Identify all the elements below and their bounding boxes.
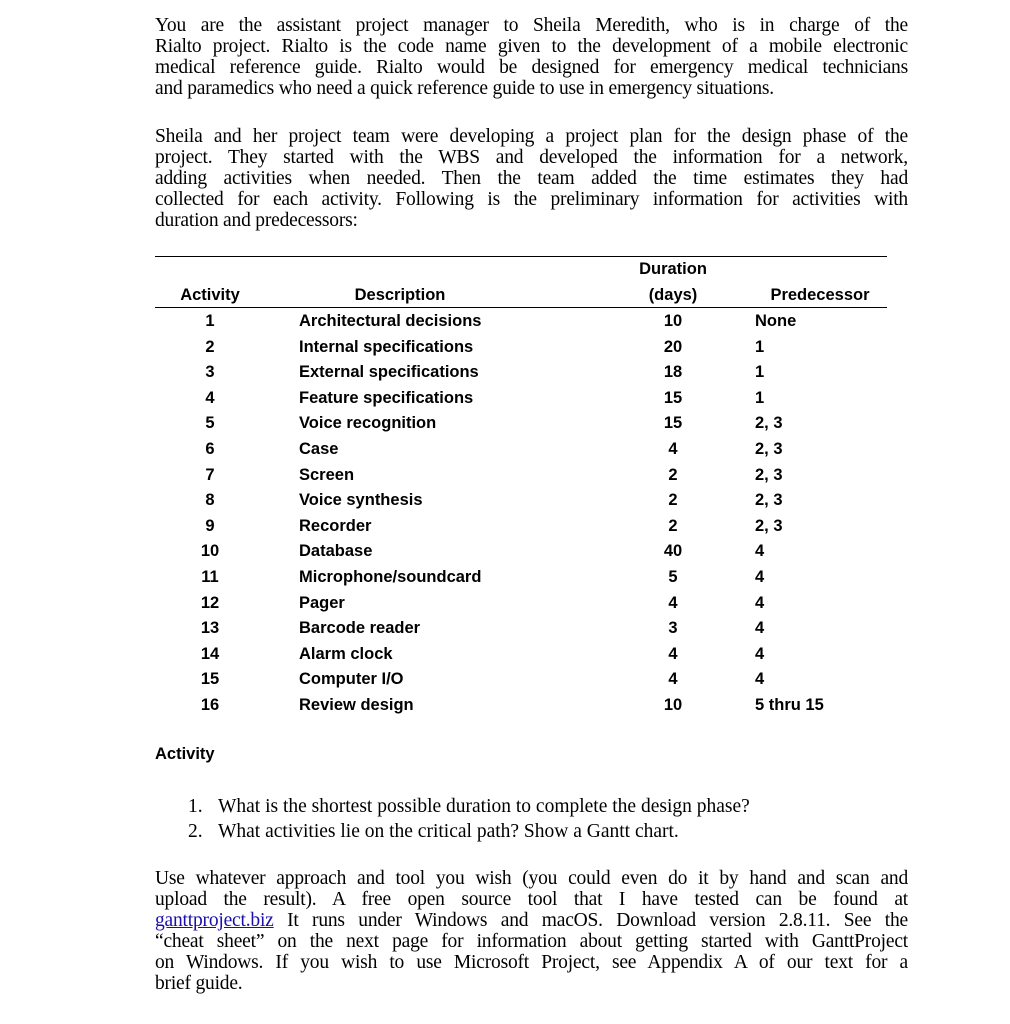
question-number: 2. <box>188 821 203 842</box>
paragraph-line: and paramedics who need a quick reference guide to use in emergency situations. <box>155 78 774 99</box>
question-item <box>188 794 750 819</box>
row-predecessor: 2, 3 <box>755 491 783 510</box>
row-description: External specifications <box>299 363 479 382</box>
paragraph-line: project. They started with the WBS and developed the information for a network, <box>155 147 908 168</box>
row-duration: 10 <box>663 696 683 714</box>
closing-line <box>155 910 908 931</box>
row-activity: 3 <box>205 363 215 382</box>
row-activity: 16 <box>200 696 220 714</box>
row-activity: 7 <box>205 465 215 484</box>
row-description: Voice recognition <box>299 414 437 433</box>
question-list <box>188 794 750 844</box>
row-duration: 2 <box>668 491 678 510</box>
row-activity: 15 <box>200 670 220 689</box>
row-activity: 8 <box>205 491 215 510</box>
table-header-rule <box>155 307 887 308</box>
row-predecessor: 1 <box>755 388 765 407</box>
question-number: 1. <box>188 796 203 817</box>
row-predecessor: 2, 3 <box>755 414 783 433</box>
paragraph-line: Rialto project. Rialto is the code name given to the development of a mobile electronic <box>155 36 908 57</box>
row-predecessor: None <box>755 312 797 330</box>
header-duration-line2: (days) <box>648 286 698 304</box>
row-duration: 18 <box>663 363 683 382</box>
closing-line-text: It runs under Windows and macOS. Download version 2.8.11. See the <box>273 910 908 931</box>
row-description: Database <box>299 542 373 561</box>
row-predecessor: 4 <box>755 644 765 663</box>
row-description: Feature specifications <box>299 388 474 407</box>
closing-line: “cheat sheet” on the next page for information about getting started with GanttProject <box>155 931 908 952</box>
closing-paragraph <box>155 868 908 994</box>
header-description: Description <box>354 286 446 304</box>
row-description: Recorder <box>299 516 372 535</box>
table-top-rule <box>155 256 887 257</box>
row-predecessor: 4 <box>755 542 765 561</box>
header-activity: Activity <box>180 286 240 304</box>
row-duration: 4 <box>668 644 678 663</box>
closing-line: Use whatever approach and tool you wish (you could even do it by hand and scan and <box>155 868 908 889</box>
row-description: Pager <box>299 593 345 612</box>
paragraph-line: You are the assistant project manager to Sheila Meredith, who is in charge of the <box>155 15 908 36</box>
row-duration: 10 <box>663 312 683 330</box>
row-duration: 2 <box>668 516 678 535</box>
row-duration: 4 <box>668 670 678 689</box>
row-predecessor: 2, 3 <box>755 440 783 458</box>
row-predecessor: 1 <box>755 337 765 356</box>
row-predecessor: 5 thru 15 <box>755 696 824 714</box>
row-activity: 5 <box>205 414 215 433</box>
question-text: What activities lie on the critical path? Show a Gantt chart. <box>218 821 679 842</box>
row-description: Barcode reader <box>299 619 421 638</box>
activity-section-label: Activity <box>155 745 215 763</box>
row-description: Screen <box>299 465 355 484</box>
row-duration: 5 <box>668 568 678 586</box>
paragraph-line: adding activities when needed. Then the team added the time estimates they had <box>155 168 908 189</box>
row-predecessor: 4 <box>755 619 765 638</box>
row-activity: 10 <box>200 542 220 561</box>
paragraph-line: collected for each activity. Following is the preliminary information for activities with <box>155 189 908 210</box>
row-description: Internal specifications <box>299 337 474 356</box>
row-duration: 40 <box>663 542 683 561</box>
row-description: Architectural decisions <box>299 312 482 330</box>
paragraph-line: Sheila and her project team were developing a project plan for the design phase of the <box>155 126 908 147</box>
row-predecessor: 4 <box>755 593 765 612</box>
row-activity: 13 <box>200 619 220 638</box>
row-activity: 9 <box>205 516 215 535</box>
row-activity: 6 <box>205 440 215 458</box>
row-duration: 4 <box>668 440 678 458</box>
row-description: Microphone/soundcard <box>299 568 482 586</box>
paragraph-line: medical reference guide. Rialto would be designed for emergency medical technicians <box>155 57 908 78</box>
closing-line: on Windows. If you wish to use Microsoft Project, see Appendix A of our text for a <box>155 952 908 973</box>
closing-line: upload the result). A free open source tool that I have tested can be found at <box>155 889 908 910</box>
row-predecessor: 4 <box>755 568 765 586</box>
row-activity: 12 <box>200 593 220 612</box>
closing-line: brief guide. <box>155 973 243 994</box>
question-item <box>188 819 750 844</box>
row-duration: 2 <box>668 465 678 484</box>
intro-paragraph <box>155 15 908 99</box>
row-description: Alarm clock <box>299 644 393 663</box>
row-description: Case <box>299 440 339 458</box>
row-description: Computer I/O <box>299 670 404 689</box>
row-predecessor: 2, 3 <box>755 465 783 484</box>
row-activity: 4 <box>205 388 215 407</box>
row-predecessor: 4 <box>755 670 765 689</box>
row-activity: 1 <box>205 312 215 330</box>
row-description: Review design <box>299 696 414 714</box>
row-duration: 20 <box>663 337 683 356</box>
question-text: What is the shortest possible duration to complete the design phase? <box>218 796 750 817</box>
row-duration: 15 <box>663 414 683 433</box>
header-predecessor: Predecessor <box>770 286 870 304</box>
row-duration: 15 <box>663 388 683 407</box>
row-duration: 3 <box>668 619 678 638</box>
ganttproject-link[interactable]: ganttproject.biz <box>155 910 274 931</box>
row-duration: 4 <box>668 593 678 612</box>
row-activity: 11 <box>201 568 219 586</box>
row-predecessor: 1 <box>755 363 765 382</box>
header-duration-line1: Duration <box>639 260 707 278</box>
row-description: Voice synthesis <box>299 491 423 510</box>
row-activity: 2 <box>205 337 215 356</box>
row-predecessor: 2, 3 <box>755 516 783 535</box>
row-activity: 14 <box>200 644 220 663</box>
paragraph-line: duration and predecessors: <box>155 210 358 231</box>
context-paragraph <box>155 126 908 231</box>
